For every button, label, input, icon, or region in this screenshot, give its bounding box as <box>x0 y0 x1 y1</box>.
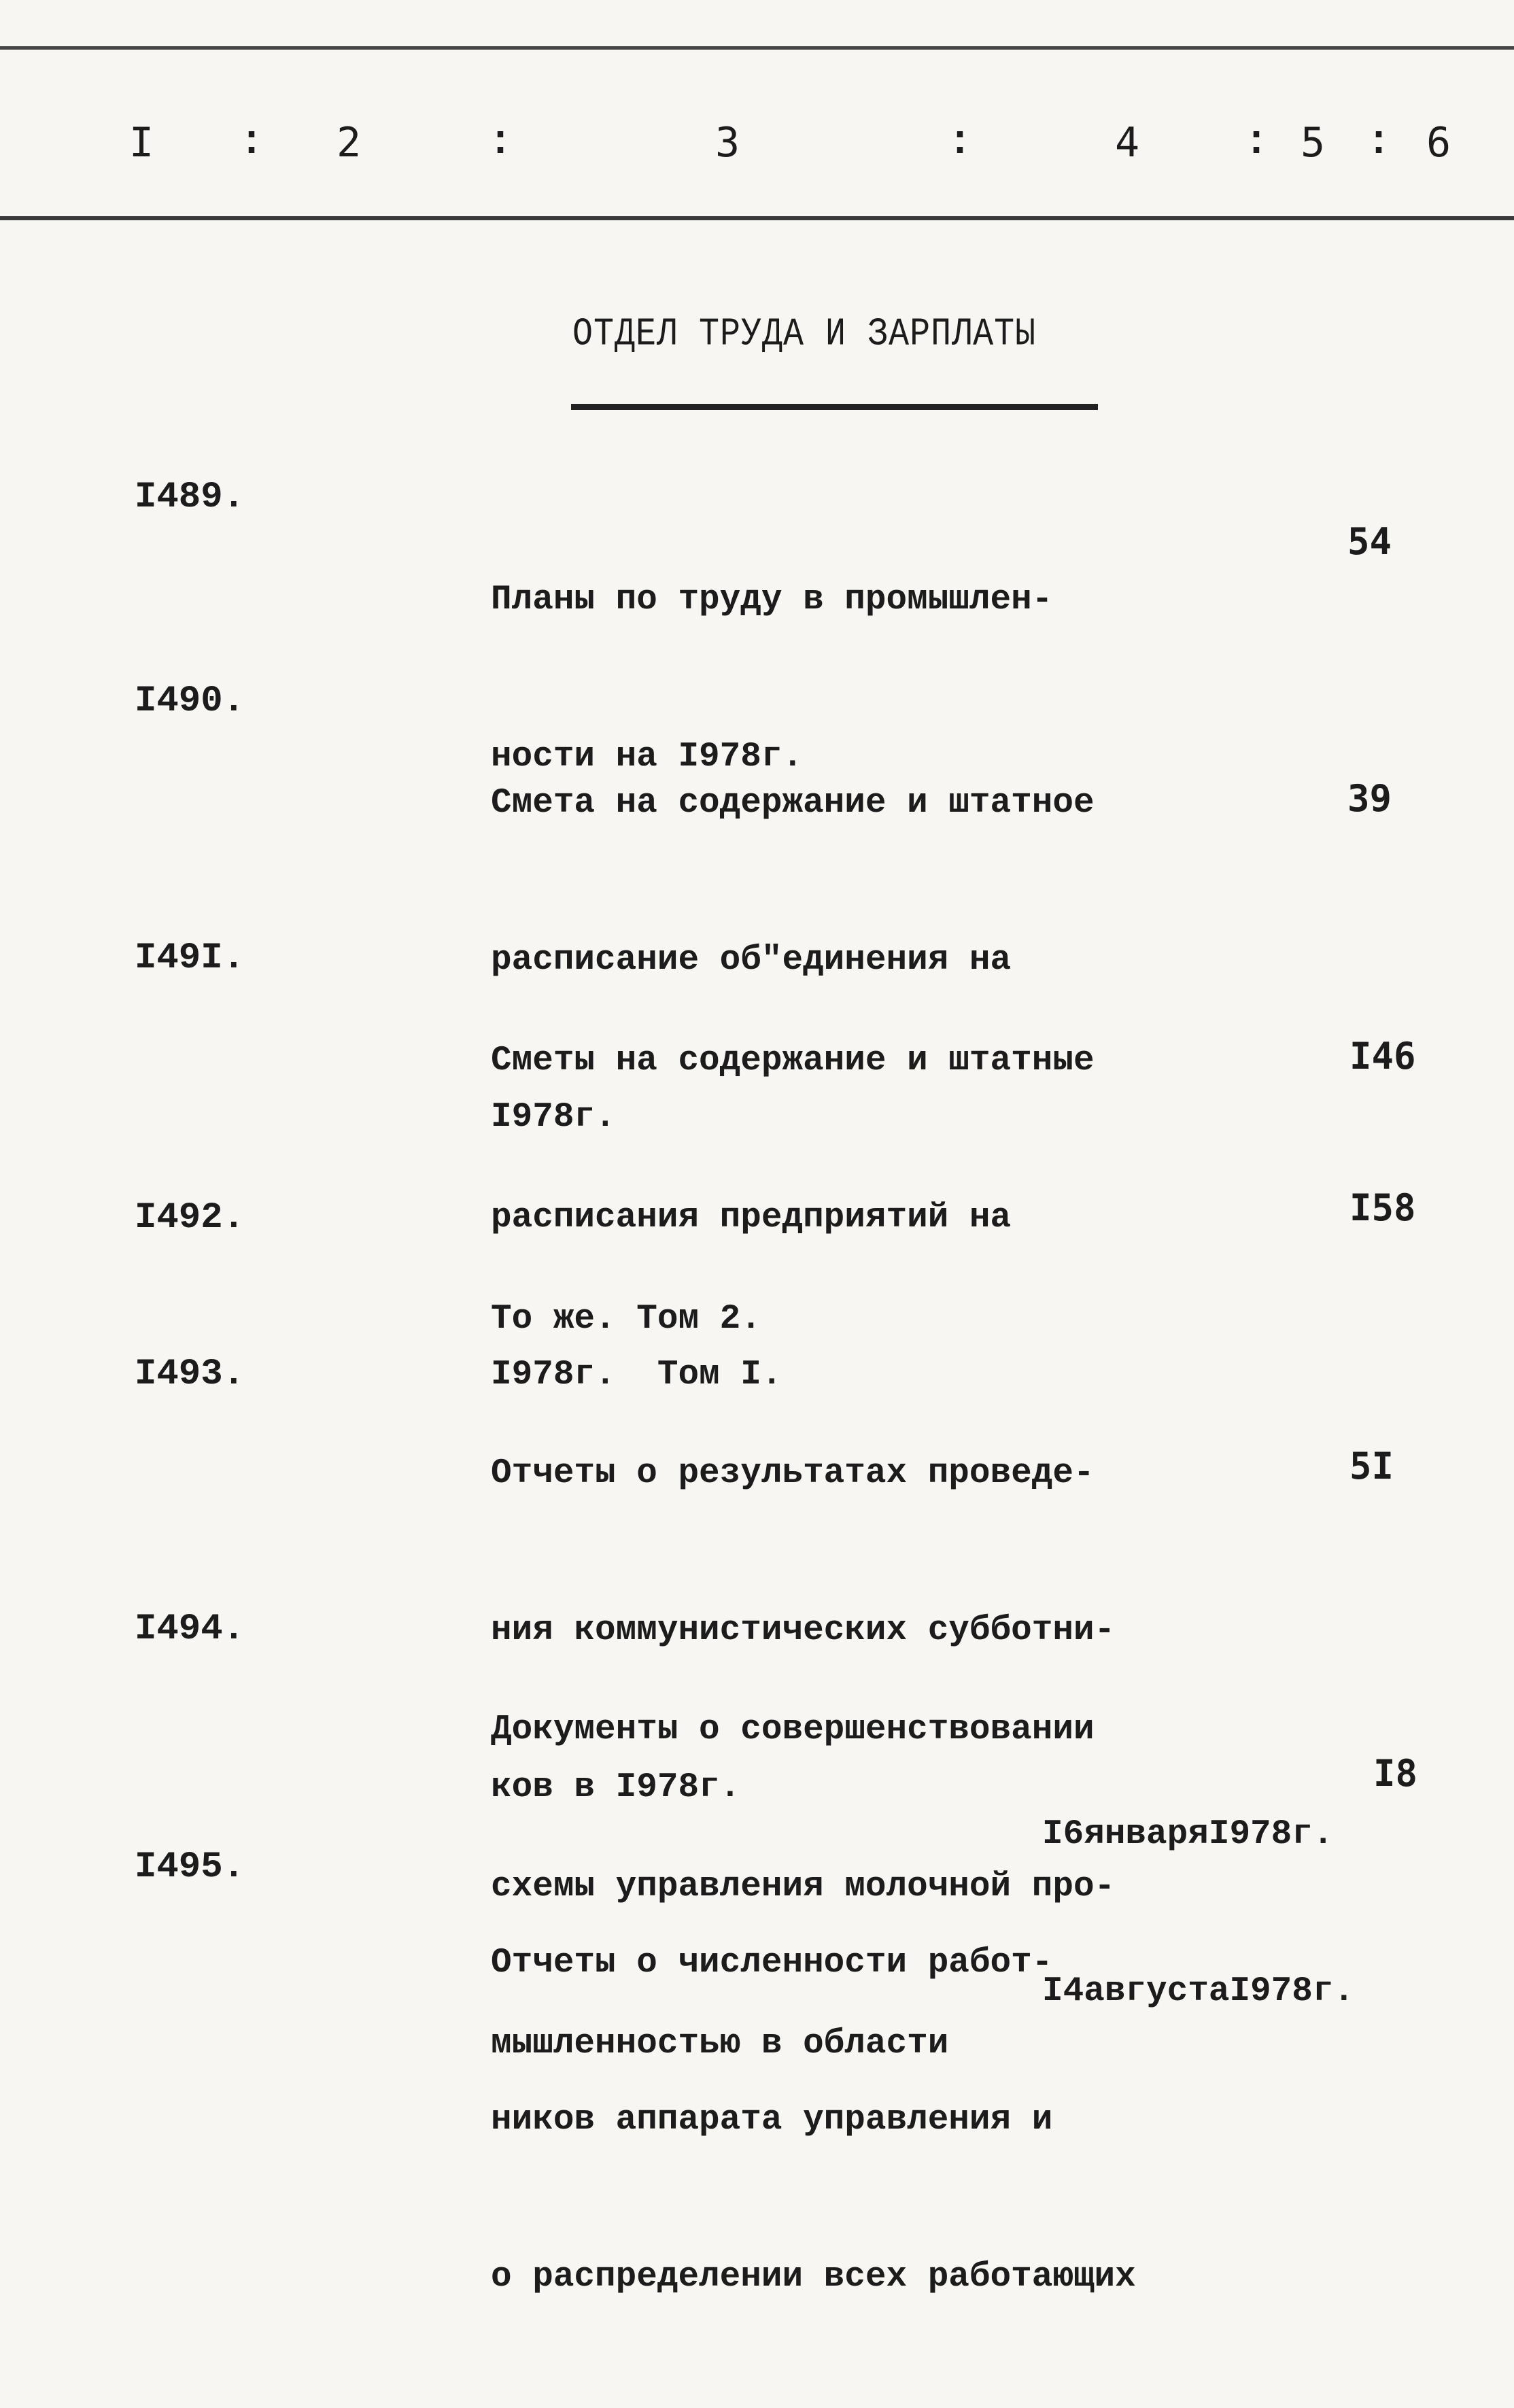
entry-number: I489. <box>135 477 245 518</box>
entry-description-line: Смета на содержание и штатное <box>491 784 1095 823</box>
entry-description-line: Документы о совершенствовании <box>491 1710 1095 1749</box>
column-separator: : <box>948 120 973 166</box>
header-bottom-rule <box>0 216 1514 220</box>
entry-description-line: Сметы на содержание и штатные <box>491 1042 1095 1080</box>
entry-description-line: мышленностью в области <box>491 2025 949 2063</box>
entry-sheet-count: I8 <box>1373 1752 1418 1795</box>
column-number-4: 4 <box>1115 119 1140 167</box>
entry-description-line: Отчеты о численности работ- <box>491 1944 1053 1982</box>
entry-description-line: ния коммунистических субботни- <box>491 1611 1116 1650</box>
entry-description-line: о распределении всех работающих <box>491 2258 1136 2297</box>
entry-sheet-count: 39 <box>1347 777 1392 820</box>
column-separator: : <box>488 120 513 166</box>
column-number-3: 3 <box>715 119 740 167</box>
entry-description-line: ников аппарата управления и <box>491 2101 1053 2139</box>
section-title-underline <box>571 404 1098 410</box>
entry-date-end: I4августаI978г. <box>1042 1972 1355 2011</box>
entry-number: I495. <box>135 1846 245 1888</box>
entry-sheet-count: 5I <box>1349 1445 1394 1487</box>
header-top-rule <box>0 46 1514 50</box>
entry-description-line: ности на I978г. <box>491 738 804 776</box>
column-separator: : <box>239 120 264 166</box>
column-separator: : <box>1244 120 1269 166</box>
entry-sheet-count: I46 <box>1349 1035 1416 1078</box>
entry-number: I492. <box>135 1197 245 1239</box>
column-number-5: 5 <box>1301 119 1326 167</box>
entry-number: I493. <box>135 1354 245 1395</box>
entry-description-line: То же. Том 2. <box>491 1300 761 1339</box>
section-title: ОТДЕЛ ТРУДА И ЗАРПЛАТЫ <box>572 312 1037 357</box>
entry-number: I494. <box>135 1609 245 1650</box>
entry-description-line: Планы по труду в промышлен- <box>491 581 1053 619</box>
entry-description <box>491 1832 1136 2408</box>
entry-description-line: Отчеты о результатах проведе- <box>491 1454 1095 1493</box>
column-number-6: 6 <box>1426 119 1451 167</box>
entry-number: I490. <box>135 681 245 722</box>
entry-description-line: ков в I978г. <box>491 1768 741 1807</box>
entry-description-line: I978г. Том I. <box>491 1356 782 1394</box>
column-separator: : <box>1366 120 1392 166</box>
entry-date-start: I6январяI978г. <box>1042 1815 1334 1854</box>
entry-description-line: расписания предприятий на <box>491 1199 1012 1237</box>
entry-description-line: расписание об"единения на <box>491 941 1012 980</box>
column-number-1: I <box>129 119 154 167</box>
column-number-2: 2 <box>337 119 362 167</box>
entry-description-line: схемы управления молочной про- <box>491 1868 1116 1906</box>
entry-sheet-count: I58 <box>1349 1186 1416 1229</box>
entry-number: I49I. <box>135 938 245 979</box>
entry-sheet-count: 54 <box>1347 520 1392 563</box>
entry-description-line: I978г. <box>491 1098 616 1137</box>
